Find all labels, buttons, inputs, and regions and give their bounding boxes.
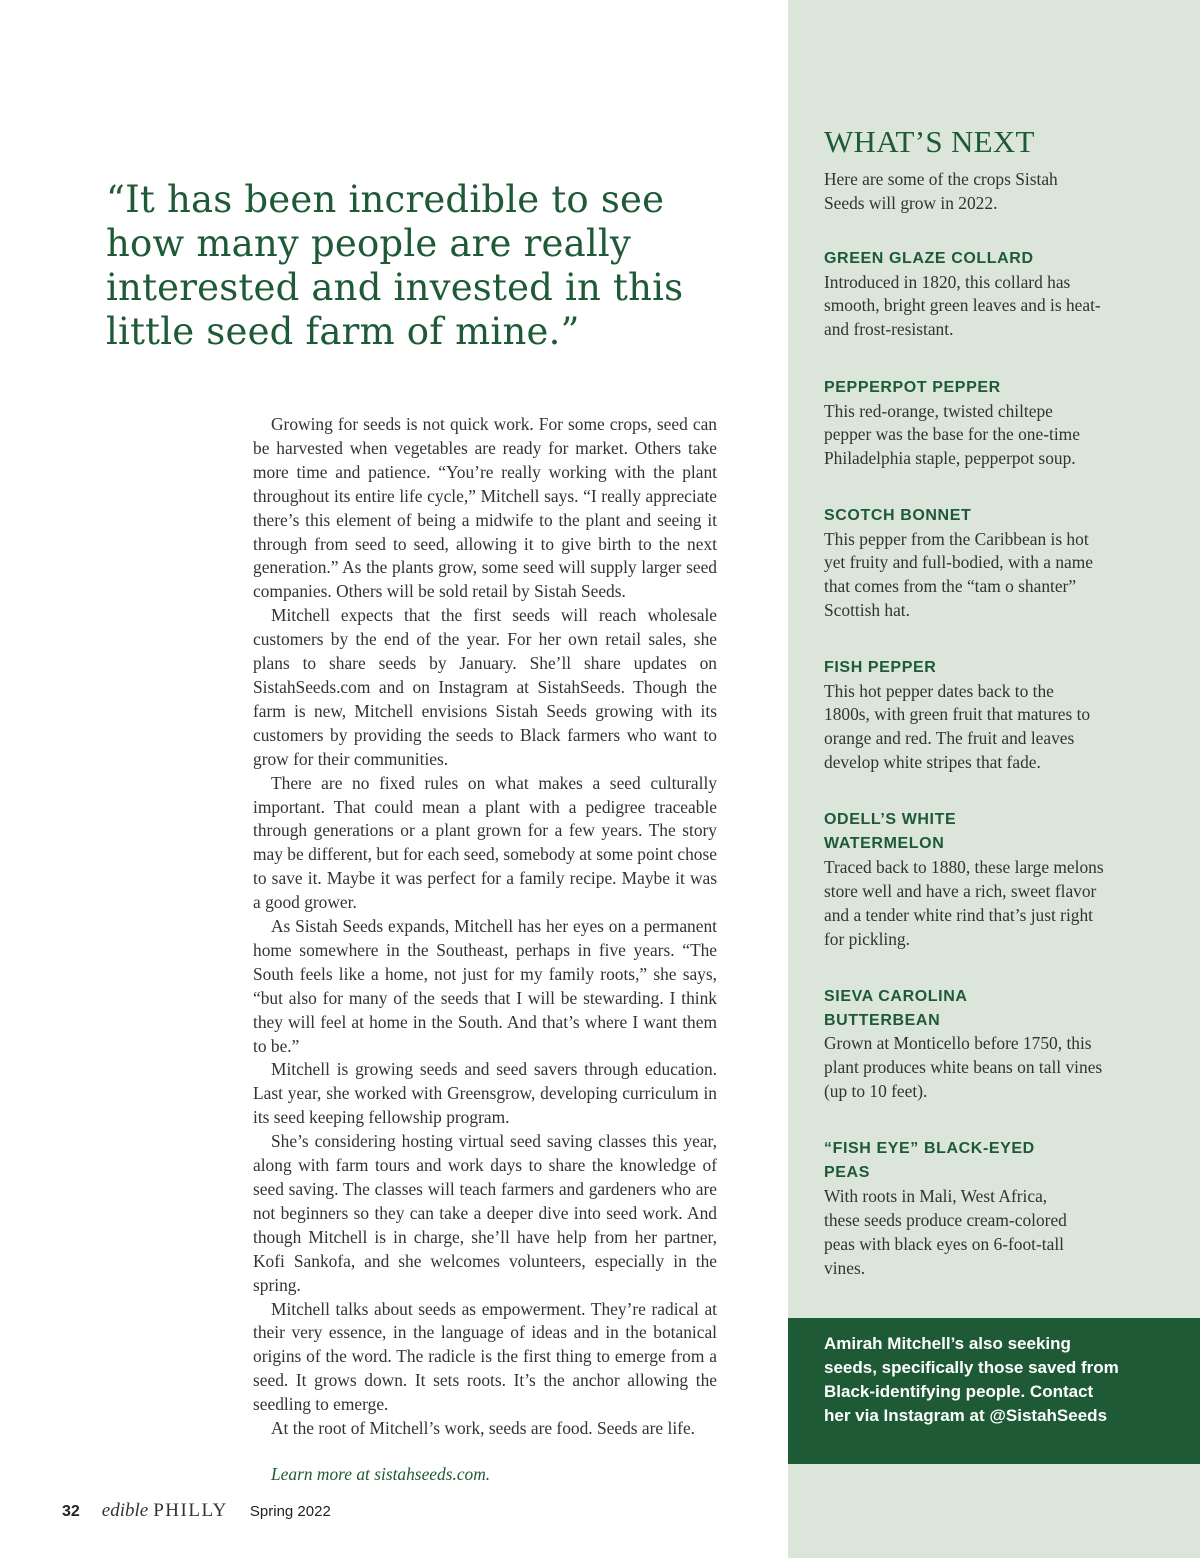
crop-description: Introduced in 1820, this collard has smooth, bright green leaves and is heat- and frost-resistant. — [824, 271, 1101, 340]
crop-name: SIEVA CAROLINA BUTTERBEAN — [824, 988, 967, 1029]
crop-entry — [824, 808, 1014, 855]
brand-philly: PHILLY — [153, 1500, 228, 1521]
callout-text: Amirah Mitchell’s also seeking seeds, specifically those saved from Black-identifying people. Contact her via Instagram at @SistahSeeds — [824, 1334, 1119, 1425]
body-paragraph: As Sistah Seeds expands, Mitchell has her eyes on a permanent home somewhere in the Southeast, perhaps in five years. “The South feels like a home, not just for my family roots,” she says, “but also for many of the seeds that I will be stewarding. I think they will feel at home in the South. And that’s where I want them to be.” — [253, 916, 717, 1056]
body-paragraph: There are no fixed rules on what makes a seed culturally important. That could mean a plant with a pedigree traceable through generations or a plant grown for a few years. The story may be different, but for each seed, somebody at some point chose to save it. Maybe it was perfect for a family recipe. Maybe it was a good grower. — [253, 772, 717, 913]
body-paragraph: Mitchell is growing seeds and seed savers through education. Last year, she worked with Greensgrow, developing curriculum in its seed keeping fellowship program. — [253, 1059, 717, 1128]
brand-edible: edible — [101, 1500, 149, 1521]
article-body — [253, 413, 717, 1487]
sidebar-heading: WHAT’S NEXT — [824, 124, 1035, 159]
issue-season: Spring 2022 — [249, 1503, 331, 1520]
body-paragraph: Mitchell expects that the first seeds will reach wholesale customers by the end of the year. For her own retail sales, she plans to share seeds by January. She’ll share updates on SistahSeeds.com and on Instagram at SistahSeeds. Though the farm is new, Mitchell envisions Sistah Seeds growing with its customers by providing the seeds to Black farmers who want to grow for their communities. — [253, 605, 717, 769]
crop-name: GREEN GLAZE COLLARD — [824, 250, 1034, 267]
crop-description: With roots in Mali, West Africa, these seeds produce cream-colored peas with black eyes on 6-foot-tall vines. — [824, 1186, 1067, 1278]
crop-name: ODELL’S WHITE WATERMELON — [824, 811, 957, 852]
body-paragraph: She’s considering hosting virtual seed saving classes this year, along with farm tours and work days to share the knowledge of seed saving. The classes will teach farmers and gardeners who are not beginners so they can take a deeper dive into seed work. And though Mitchell is in charge, she’ll have help from her partner, Kofi Sankofa, and she welcomes volunteers, especially in the spring. — [253, 1131, 717, 1295]
body-paragraph: Growing for seeds is not quick work. For some crops, seed can be harvested when vegetables are ready for market. Others take more time and patience. “You’re really working with the plant throughout its entire life cycle,” Mitchell says. “I really appreciate there’s this element of being a midwife to the plant and seeing it through from seed to seed, allowing it to give birth to the next generation.” As the plants grow, some seed will supply larger seed companies. Others will be sold retail by Sistah Seeds. — [253, 414, 717, 602]
crop-description: This hot pepper dates back to the 1800s, with green fruit that matures to orange and red. The fruit and leaves develop white stripes that fade. — [824, 680, 1091, 773]
crop-name: SCOTCH BONNET — [824, 507, 972, 524]
crop-description: This pepper from the Caribbean is hot yet fruity and full-bodied, with a name that comes from the “tam o shanter” Scottish hat. — [824, 528, 1093, 621]
crop-entry — [824, 985, 1014, 1032]
crop-description: Traced back to 1880, these large melons store well and have a rich, sweet flavor and a tender white rind that’s just right for pickling. — [824, 857, 1104, 949]
page-footer — [62, 1500, 331, 1522]
page-number: 32 — [62, 1503, 80, 1520]
crop-name: FISH PEPPER — [824, 659, 937, 676]
crop-entry — [824, 247, 1104, 342]
crop-description: This red-orange, twisted chiltepe pepper was the base for the one-time Philadelphia staple, pepperpot soup. — [824, 400, 1080, 469]
crop-entry — [824, 504, 1104, 623]
crop-name: “FISH EYE” BLACK-EYED PEAS — [824, 1140, 1035, 1181]
crop-entry-desc — [824, 1185, 1084, 1281]
sidebar-intro: Here are some of the crops Sistah Seeds will grow in 2022. — [824, 169, 1058, 213]
body-paragraph: Mitchell talks about seeds as empowerment. They’re radical at their very essence, in the language of ideas and in the botanical origins of the word. The radicle is the first thing to emerge from a seed. It grows down. It sets roots. It’s the anchor allowing the seedling to emerge. — [253, 1298, 717, 1415]
learn-more-link[interactable]: Learn more at sistahseeds.com. — [271, 1463, 491, 1484]
pull-quote: “It has been incredible to see how many people are really interested and invested in this little seed farm of mine.” — [106, 178, 684, 353]
crop-entry-desc — [824, 856, 1104, 952]
crop-entry — [824, 376, 1104, 471]
crop-description: Grown at Monticello before 1750, this plant produces white beans on tall vines (up to 10 feet). — [824, 1033, 1103, 1101]
crop-entry-desc — [824, 1032, 1104, 1104]
crop-entry — [824, 1137, 1064, 1184]
crop-entry — [824, 656, 1104, 775]
crop-name: PEPPERPOT PEPPER — [824, 379, 1001, 396]
callout-box — [788, 1318, 1200, 1464]
body-paragraph: At the root of Mitchell’s work, seeds are food. Seeds are life. — [271, 1418, 696, 1439]
